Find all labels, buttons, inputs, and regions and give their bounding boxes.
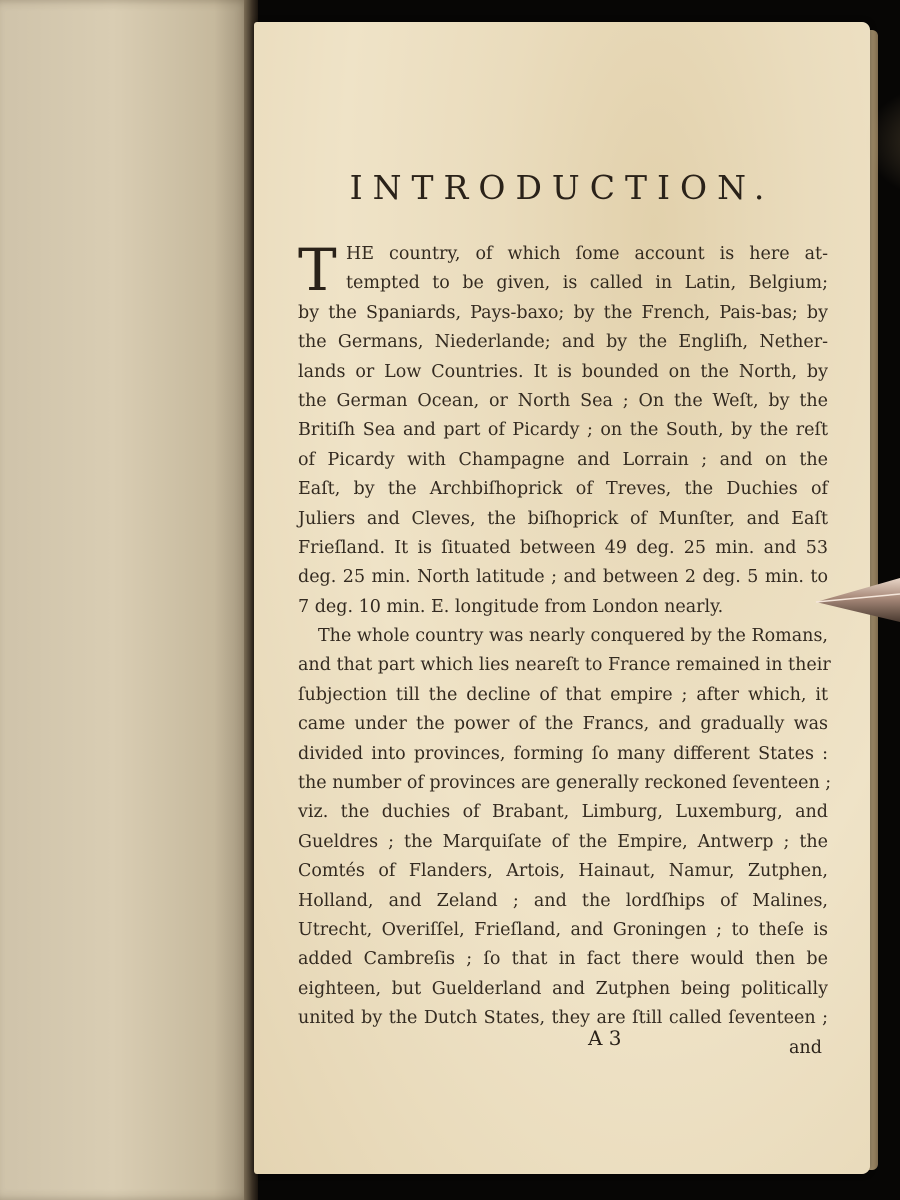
metal-pointer-icon	[814, 572, 900, 622]
text-line: eighteen, but Guelderland and Zutphen being politically	[298, 978, 828, 999]
left-page	[0, 0, 252, 1200]
text-line: HE country, of which ſome account is here at-	[346, 244, 828, 264]
text-line: Gueldres ; the Marquiſate of the Empire, Antwerp ; the	[298, 831, 828, 852]
text-line: 7 deg. 10 min. E. longitude from London nearly.	[298, 596, 724, 617]
text-line: by the Spaniards, Pays-baxo; by the French, Pais-bas; by	[298, 302, 828, 323]
text-line: the number of provinces are generally reckoned ſeventeen ;	[298, 773, 832, 794]
text-line: Britiſh Sea and part of Picardy ; on the South, by the reſt	[298, 420, 828, 441]
text-line: the Germans, Niederlande; and by the Engliſh, Nether-	[298, 332, 828, 353]
text-line: of Picardy with Champagne and Lorrain ; and on the	[298, 449, 828, 470]
drop-cap-block	[298, 236, 828, 304]
catchword: and	[789, 1038, 822, 1058]
text-line: The whole country was nearly conquered by the Romans,	[318, 626, 828, 647]
text-line: viz. the duchies of Brabant, Limburg, Luxemburg, and	[298, 802, 828, 823]
text-line: ſubjection till the decline of that empire ; after which, it	[298, 684, 828, 705]
text-line: Comtés of Flanders, Artois, Hainaut, Namur, Zutphen,	[298, 861, 828, 882]
text-line: Utrecht, Overiſſel, Frieſland, and Groningen ; to theſe is	[298, 919, 828, 940]
body-text	[298, 236, 832, 1034]
page-title: INTRODUCTION.	[349, 168, 775, 207]
text-line: the German Ocean, or North Sea ; On the Weſt, by the	[298, 390, 828, 411]
text-line: Holland, and Zeland ; and the lordſhips of Malines,	[298, 890, 828, 911]
text-line: and that part which lies neareſt to France remained in their	[298, 655, 831, 676]
text-line: deg. 25 min. North latitude ; and between 2 deg. 5 min. to	[298, 567, 828, 588]
text-line: divided into provinces, forming ſo many different States :	[298, 743, 828, 764]
drop-cap: T	[298, 236, 337, 304]
text-line: lands or Low Countries. It is bounded on the North, by	[298, 361, 828, 382]
text-line: Eaſt, by the Archbiſhoprick of Treves, the Duchies of	[298, 479, 828, 500]
text-line: Frieſland. It is ſituated between 49 deg. 25 min. and 53	[298, 537, 828, 558]
text-line: Juliers and Cleves, the biſhoprick of Munſter, and Eaſt	[298, 508, 828, 529]
signature-mark: A 3	[588, 1026, 622, 1050]
text-line: added Cambreſis ; ſo that in fact there would then be	[298, 949, 828, 970]
text-line: came under the power of the Francs, and gradually was	[298, 714, 828, 735]
text-line: tempted to be given, is called in Latin, Belgium;	[346, 273, 828, 294]
text-line: united by the Dutch States, they are ſtill called ſeventeen ;	[298, 1008, 828, 1029]
